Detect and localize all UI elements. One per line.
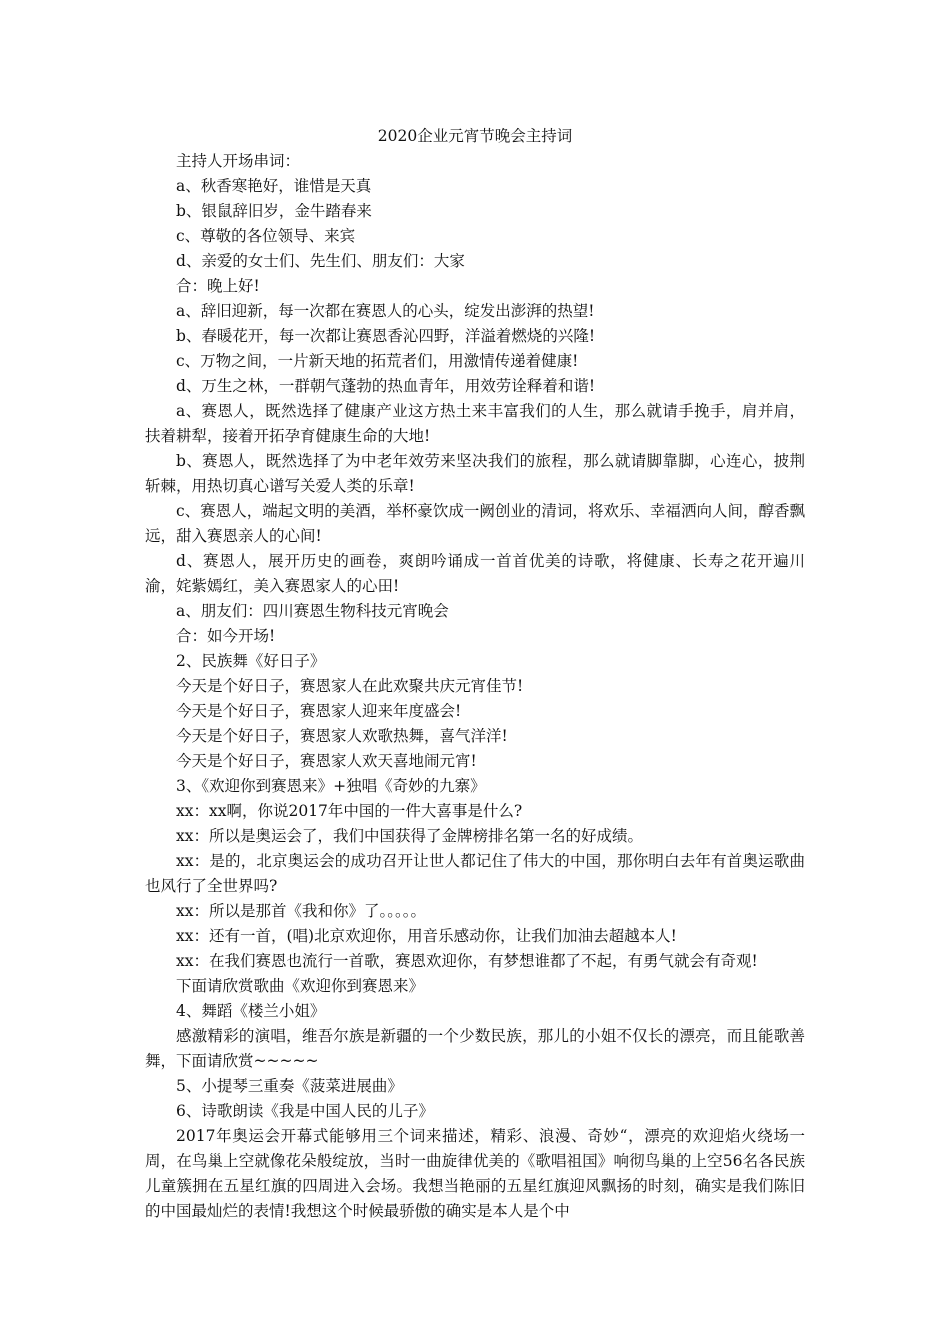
paragraph: 今天是个好日子，赛恩家人欢歌热舞，喜气洋洋! <box>176 727 508 745</box>
paragraph: 主持人开场串词： <box>176 152 301 170</box>
paragraph: 2、民族舞《好日子》 <box>176 652 326 670</box>
paragraph: 合：晚上好! <box>176 277 260 295</box>
paragraph: 合：如今开场! <box>176 627 276 645</box>
paragraph: d、亲爱的女士们、先生们、朋友们：大家 <box>176 252 465 270</box>
paragraph: 5、小提琴三重奏《菠菜进展曲》 <box>176 1077 403 1095</box>
paragraph: 下面请欣赏歌曲《欢迎你到赛恩来》 <box>176 977 425 995</box>
paragraph: b、银鼠辞旧岁，金牛踏春来 <box>176 202 372 220</box>
paragraph: 2017年奥运会开幕式能够用三个词来描述，精彩、浪漫、奇妙“，漂亮的欢迎焰火绕场一周，在鸟巢上空就像花朵般绽放，当时一曲旋律优美的《歌唱祖国》响彻鸟巢的上空56名各民族儿童簇拥在五星红旗的四周进入会场。我想当艳丽的五星红旗迎风飘扬的时刻，确实是我们陈旧的中国最灿烂的表情!我想这个时候最骄傲的确实是本人是个中 <box>145 1127 805 1220</box>
paragraph: c、尊敬的各位领导、来宾 <box>176 227 356 245</box>
document-title: 2020企业元宵节晚会主持词 <box>377 127 573 145</box>
paragraph: 3、《欢迎你到赛恩来》+独唱《奇妙的九寨》 <box>176 777 486 795</box>
paragraph: 6、诗歌朗读《我是中国人民的儿子》 <box>176 1102 434 1120</box>
paragraph: xx：在我们赛恩也流行一首歌，赛恩欢迎你，有梦想谁都了不起，有勇气就会有奇观! <box>176 952 758 970</box>
document-body <box>145 149 805 1224</box>
paragraph: d、赛恩人，展开历史的画卷，爽朗吟诵成一首首优美的诗歌，将健康、长寿之花开遍川渝，姹紫嫣红，美入赛恩家人的心田! <box>145 552 805 595</box>
paragraph: xx：是的，北京奥运会的成功召开让世人都记住了伟大的中国，那你明白去年有首奥运歌曲也风行了全世界吗? <box>145 852 805 895</box>
paragraph: xx：xx啊，你说2017年中国的一件大喜事是什么? <box>176 802 523 820</box>
paragraph: 4、舞蹈《楼兰小姐》 <box>176 1002 326 1020</box>
paragraph: a、辞旧迎新，每一次都在赛恩人的心头，绽发出澎湃的热望! <box>176 302 595 320</box>
paragraph: d、万生之林，一群朝气蓬勃的热血青年，用效劳诠释着和谐! <box>176 377 596 395</box>
paragraph: a、赛恩人，既然选择了健康产业这方热土来丰富我们的人生，那么就请手挽手，肩并肩，扶着耕犁，接着开拓孕育健康生命的大地! <box>145 402 805 445</box>
paragraph: b、春暖花开，每一次都让赛恩香沁四野，洋溢着燃烧的兴隆! <box>176 327 596 345</box>
paragraph: a、朋友们：四川赛恩生物科技元宵晚会 <box>176 602 449 620</box>
paragraph: 今天是个好日子，赛恩家人迎来年度盛会! <box>176 702 462 720</box>
paragraph: xx：还有一首，(唱)北京欢迎你，用音乐感动你，让我们加油去超越本人! <box>176 927 677 945</box>
paragraph: c、万物之间，一片新天地的拓荒者们，用激情传递着健康! <box>176 352 579 370</box>
paragraph: 今天是个好日子，赛恩家人欢天喜地闹元宵! <box>176 752 477 770</box>
paragraph: a、秋香寒艳好，谁惜是天真 <box>176 177 372 195</box>
paragraph: c、赛恩人，端起文明的美酒，举杯豪饮成一阙创业的清词，将欢乐、幸福洒向人间，醇香飘远，甜入赛恩亲人的心间! <box>145 502 805 545</box>
paragraph: xx：所以是那首《我和你》了。。。。。 <box>176 902 426 920</box>
paragraph: 今天是个好日子，赛恩家人在此欢聚共庆元宵佳节! <box>176 677 524 695</box>
paragraph: 感激精彩的演唱，维吾尔族是新疆的一个少数民族，那儿的小姐不仅长的漂亮，而且能歌善舞，下面请欣赏~~~~~ <box>145 1027 805 1070</box>
document-page <box>145 124 805 1224</box>
paragraph: b、赛恩人，既然选择了为中老年效劳来坚决我们的旅程，那么就请脚靠脚，心连心，披荆斩棘，用热切真心谱写关爱人类的乐章! <box>145 452 805 495</box>
paragraph: xx：所以是奥运会了，我们中国获得了金牌榜排名第一名的好成绩。 <box>176 827 643 845</box>
